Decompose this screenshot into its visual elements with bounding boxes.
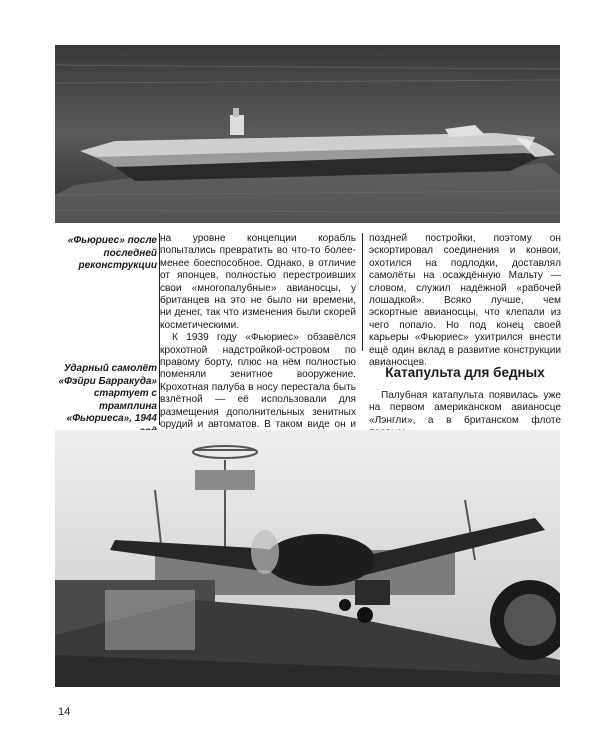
column-divider bbox=[362, 233, 363, 351]
photo-caption-bottom: Ударный самолёт «Фэйри Барракуда» стартует с трамплина «Фьюриеса», 1944 bbox=[58, 363, 157, 425]
page-number: 14 bbox=[58, 706, 71, 718]
paragraph: Палубная катапульта появилась уже на первом американском авианосце «Лэнгли», а в британском флоте bbox=[369, 390, 561, 426]
paragraph: на уровне концепции корабль попытались превратить во что-то более-менее боеспособное. Однако, в отличие от японцев, полностью перестроивших свои «многопалубные» авианосцы, у британцев на это не было ни времени, ни денег, так что изменения были скорей косметическими. bbox=[160, 233, 356, 331]
paragraph: поздней постройки, поэтому он эскортировал соединения и конвои, охотился на подлодки, доставлял самолёты на осаждённую Мальту — словом, служил надёжной «рабочей лошадкой». Всяко лучше, чем эскортные авианосцы, что клепали из чего попало. Но под конец своей карьеры «Фьюриес» ухитрился внести ещё один вклад в развитие конструкции авианосцев. bbox=[369, 233, 561, 369]
paragraph: К 1939 году «Фьюриес» обзавёлся крохотной надстройкой-островом по правому борту, плюс на нём полностью поменяли зенитное вооружение. Крохотная палуба в носу перестала быть взлётной — её использовали для размещения дополнительных зенитных орудий и автоматов. В таком виде он и bbox=[160, 332, 356, 431]
photo-caption-top: «Фьюриес» после последней реконструкции bbox=[67, 235, 157, 272]
section-heading: Катапульта для бедных bbox=[385, 365, 545, 380]
text-column-right bbox=[369, 233, 561, 369]
carrier-photo bbox=[55, 45, 560, 223]
aircraft-takeoff-photo bbox=[55, 430, 560, 687]
